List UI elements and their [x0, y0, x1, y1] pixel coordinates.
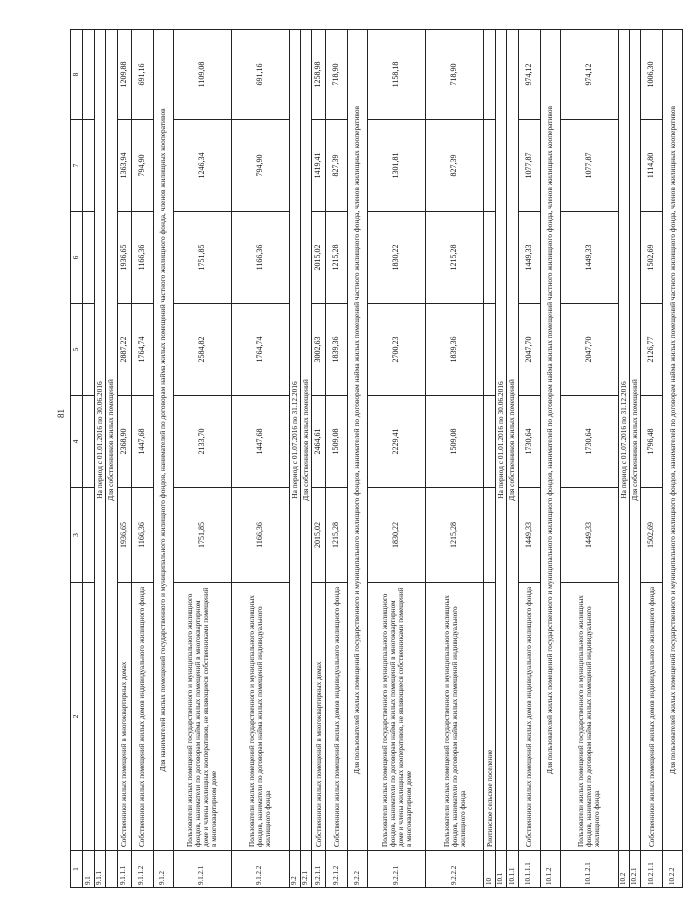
section-title: Для пользователей жилых помещений государственного и муниципального жилищного фондов, нанимателей по договорам найма жилых помещений частного жилищного фонда, членов жилищных кооперативов [540, 30, 560, 851]
row-code: 9.1.2 [153, 851, 173, 888]
rotated-page [70, 30, 677, 888]
tariff-value: 1447,68 [131, 396, 153, 488]
tariff-value: 1166,36 [131, 212, 153, 304]
tariff-value: 1166,36 [131, 488, 153, 583]
column-number: 4 [71, 396, 83, 488]
section-row [106, 30, 117, 888]
row-code: 9.2 [289, 851, 300, 888]
column-number: 3 [71, 488, 83, 583]
empty-cell [484, 304, 496, 396]
section-row [618, 30, 629, 888]
tariff-value: 2015,02 [312, 212, 326, 304]
tariff-value: 1166,36 [231, 488, 289, 583]
group-row [484, 30, 496, 888]
table-row [641, 30, 663, 888]
tariff-value: 2584,82 [173, 304, 231, 396]
row-label: Пользователи жилых помещений государственного и муниципального жилищных фондов, наниматели по договорам найма жилых помещений индивидуального жилищного фонда [560, 583, 618, 851]
tariff-value: 1830,22 [368, 488, 426, 583]
row-code: 10.1.1 [507, 851, 518, 888]
group-row [83, 30, 95, 888]
tariff-value: 2368,90 [117, 396, 131, 488]
tariff-value: 827,39 [426, 120, 484, 212]
section-title: На период с 01.07.2016 по 31.12.2016 [618, 30, 629, 851]
tariff-value: 1764,74 [231, 304, 289, 396]
tariff-value: 1258,98 [312, 30, 326, 120]
tariff-value: 1215,28 [326, 488, 348, 583]
section-title: Для пользователей жилых помещений государственного и муниципального жилищного фондов, нанимателей по договорам найма жилых помещений частного жилищного фонда, членов жилищных кооперативов [348, 30, 368, 851]
row-code: 10.1.2 [540, 851, 560, 888]
row-label: Собственники жилых помещений жилых домов индивидуального жилищного фонда [326, 583, 348, 851]
table-row [518, 30, 540, 888]
tariff-value: 1730,64 [560, 396, 618, 488]
section-row [629, 30, 640, 888]
empty-cell [83, 120, 95, 212]
tariff-value: 1301,81 [368, 120, 426, 212]
empty-cell [484, 396, 496, 488]
empty-cell [83, 212, 95, 304]
table-row [326, 30, 348, 888]
tariff-value: 691,16 [231, 30, 289, 120]
empty-cell [484, 488, 496, 583]
empty-cell [83, 488, 95, 583]
section-row [348, 30, 368, 888]
row-code: 9.2.2.1 [368, 851, 426, 888]
row-code: 9.2.1 [300, 851, 311, 888]
section-title: Для собственников жилых помещений [507, 30, 518, 851]
row-label: Пользователи жилых помещений государственного и муниципального жилищных фондов, наниматели по договорам найма жилых помещений индивидуального жилищного фонда [426, 583, 484, 851]
tariff-value: 2464,61 [312, 396, 326, 488]
empty-cell [484, 212, 496, 304]
tariff-value: 1839,36 [426, 304, 484, 396]
empty-cell [484, 120, 496, 212]
table-row [368, 30, 426, 888]
section-title: Для пользователей жилых помещений государственного и муниципального жилищного фондов, нанимателей по договорам найма жилых помещений частного жилищного фонда, членов жилищных кооперативов [663, 30, 683, 851]
tariff-value: 1751,85 [173, 212, 231, 304]
section-row [289, 30, 300, 888]
row-label: Собственники жилых помещений жилых домов индивидуального жилищного фонда [131, 583, 153, 851]
row-label: Пользователи жилых помещений государственного и муниципального жилищных фондов, наниматели по договорам найма жилых помещений индивидуального жилищного фонда [231, 583, 289, 851]
section-title: Для нанимателей жилых помещений государственного и муниципального жилищного фондов, нанимателей по договорам найма жилых помещений частного жилищного фонда, членов жилищных кооперативов [153, 30, 173, 851]
column-number: 7 [71, 120, 83, 212]
row-label: Собственники жилых помещений жилых домов индивидуального жилищного фонда [641, 583, 663, 851]
tariff-value: 1114,80 [641, 120, 663, 212]
tariff-value: 2887,22 [117, 304, 131, 396]
tariff-value: 1730,64 [518, 396, 540, 488]
tariff-value: 1449,33 [560, 212, 618, 304]
tariff-value: 718,90 [326, 30, 348, 120]
table-row [173, 30, 231, 888]
column-number: 2 [71, 583, 83, 851]
row-label: Собственники жилых помещений в многоквартирных домах [117, 583, 131, 851]
section-title: Для собственников жилых помещений [106, 30, 117, 851]
tariff-value: 1215,28 [326, 212, 348, 304]
tariff-value: 1215,28 [426, 488, 484, 583]
row-code: 9.2.2.2 [426, 851, 484, 888]
tariff-value: 3002,63 [312, 304, 326, 396]
empty-cell [83, 304, 95, 396]
row-code: 9.2.1.1 [312, 851, 326, 888]
section-row [540, 30, 560, 888]
empty-cell [83, 30, 95, 120]
row-code: 10.1.2.1 [560, 851, 618, 888]
group-title [83, 583, 95, 851]
tariff-value: 1509,08 [426, 396, 484, 488]
row-code: 9.1.1.2 [131, 851, 153, 888]
row-code [106, 851, 117, 888]
section-title: На период с 01.01.2016 по 30.06.2016 [496, 30, 507, 851]
tariff-value: 1764,74 [131, 304, 153, 396]
section-row [95, 30, 106, 888]
tariff-value: 1936,65 [117, 488, 131, 583]
tariff-value: 2015,02 [312, 488, 326, 583]
tariff-value: 2133,70 [173, 396, 231, 488]
tariff-value: 1509,08 [326, 396, 348, 488]
table-row [131, 30, 153, 888]
tariff-value: 1109,08 [173, 30, 231, 120]
column-number: 6 [71, 212, 83, 304]
section-row [153, 30, 173, 888]
section-row [496, 30, 507, 888]
row-code: 10 [484, 851, 496, 888]
section-title: На период с 01.07.2016 по 31.12.2016 [289, 30, 300, 851]
column-number: 8 [71, 30, 83, 120]
section-title: Для собственников жилых помещений [629, 30, 640, 851]
tariff-value: 1936,65 [117, 212, 131, 304]
tariff-value: 1449,33 [518, 212, 540, 304]
row-label: Пользователи жилых помещений государственного и муниципального жилищного фондов, наниматели по договорам найма жилых помещений в многоквартирном доме и члены жилищных кооперативов, не являющиеся собственниками помещений в многоквартирном доме [173, 583, 231, 851]
tariff-value: 1449,33 [518, 488, 540, 583]
tariff-value: 1419,41 [312, 120, 326, 212]
tariff-value: 1449,33 [560, 488, 618, 583]
row-code: 10.2.1.1 [641, 851, 663, 888]
tariff-value: 827,39 [326, 120, 348, 212]
tariff-value: 1077,87 [518, 120, 540, 212]
tariff-value: 2047,70 [518, 304, 540, 396]
row-code: 10.2.2 [663, 851, 683, 888]
table-row [560, 30, 618, 888]
tariff-value: 2700,23 [368, 304, 426, 396]
row-code: 10.2 [618, 851, 629, 888]
row-code: 10.2.1 [629, 851, 640, 888]
tariff-value: 691,16 [131, 30, 153, 120]
column-number-row [71, 30, 83, 888]
table-row [231, 30, 289, 888]
tariff-value: 1006,30 [641, 30, 663, 120]
row-code: 9.1.1 [95, 851, 106, 888]
row-code: 9.1.2.2 [231, 851, 289, 888]
row-label: Собственники жилых помещений в многоквартирных домах [312, 583, 326, 851]
empty-cell [83, 396, 95, 488]
section-row [300, 30, 311, 888]
table-row [426, 30, 484, 888]
row-code: 10.1 [496, 851, 507, 888]
row-code: 9.1.2.1 [173, 851, 231, 888]
column-number: 5 [71, 304, 83, 396]
row-code: 10.1.1.1 [518, 851, 540, 888]
tariff-value: 1077,87 [560, 120, 618, 212]
tariff-value: 2229,41 [368, 396, 426, 488]
row-label: Собственники жилых помещений жилых домов индивидуального жилищного фонда [518, 583, 540, 851]
group-title: Риотинское сельское поселение [484, 583, 496, 851]
tariff-value: 1158,18 [368, 30, 426, 120]
tariff-value: 1502,69 [641, 212, 663, 304]
tariff-value: 974,12 [560, 30, 618, 120]
tariff-value: 1751,85 [173, 488, 231, 583]
section-row [663, 30, 683, 888]
tariff-value: 2047,70 [560, 304, 618, 396]
row-code: 9.2.1.2 [326, 851, 348, 888]
table-row [117, 30, 131, 888]
tariff-value: 794,90 [131, 120, 153, 212]
table-row [312, 30, 326, 888]
tariff-value: 1447,68 [231, 396, 289, 488]
section-title: На период с 01.01.2016 по 30.06.2016 [95, 30, 106, 851]
row-code: 9.1.1.1 [117, 851, 131, 888]
section-row [507, 30, 518, 888]
tariff-value: 1246,34 [173, 120, 231, 212]
tariff-value: 1502,69 [641, 488, 663, 583]
tariff-value: 974,12 [518, 30, 540, 120]
tariff-value: 1796,48 [641, 396, 663, 488]
table-body [71, 30, 683, 888]
tariff-value: 1209,88 [117, 30, 131, 120]
tariff-value: 1839,36 [326, 304, 348, 396]
row-code: 9.2.2 [348, 851, 368, 888]
column-number: 1 [71, 851, 83, 888]
tariff-table [70, 29, 683, 888]
page-number: 81 [56, 409, 66, 418]
tariff-value: 718,90 [426, 30, 484, 120]
tariff-value: 2126,77 [641, 304, 663, 396]
row-label: Пользователи жилых помещений государственного и муниципального жилищного фондов, наниматели по договорам найма жилых помещений в многоквартирном доме и члены жилищных кооперативов, не являющиеся собственниками помещений в многоквартирном доме [368, 583, 426, 851]
tariff-value: 1215,28 [426, 212, 484, 304]
tariff-value: 1166,36 [231, 212, 289, 304]
tariff-value: 1363,94 [117, 120, 131, 212]
tariff-value: 794,90 [231, 120, 289, 212]
empty-cell [484, 30, 496, 120]
row-code: 9.1 [83, 851, 95, 888]
tariff-value: 1830,22 [368, 212, 426, 304]
section-title: Для собственников жилых помещений [300, 30, 311, 851]
